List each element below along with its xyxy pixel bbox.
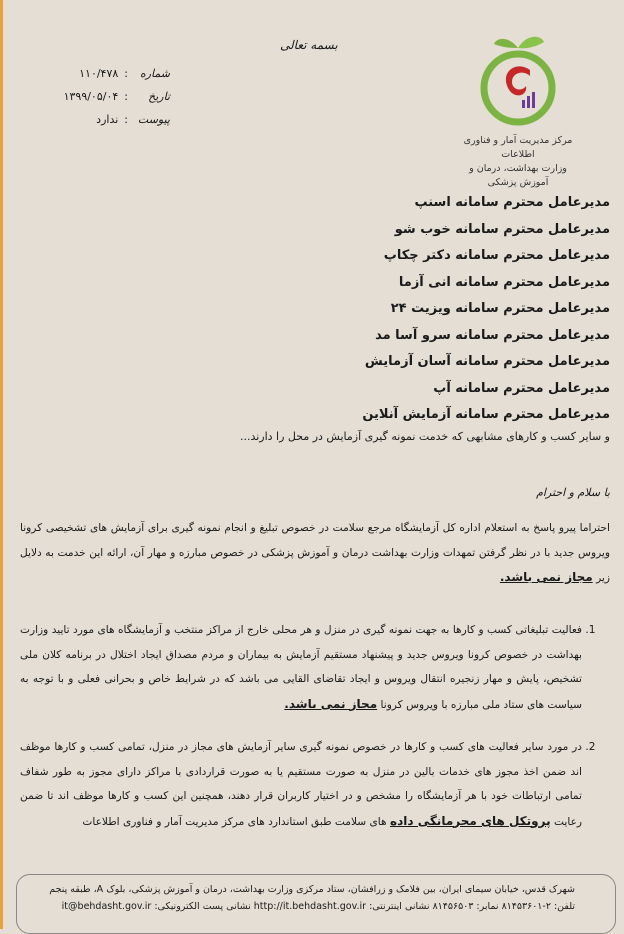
intro-paragraph <box>20 516 610 591</box>
recipient: مدیرعامل محترم سامانه انی آزما <box>398 274 610 290</box>
meta-value: ۱۱۰/۴۷۸ <box>79 67 119 80</box>
reasons-list <box>20 618 610 852</box>
recipients-list <box>362 190 610 429</box>
letter-heading: بسمه تعالی <box>280 38 338 52</box>
ministry-logo <box>458 30 578 190</box>
meta-value: ندارد <box>96 113 119 126</box>
logo-icon <box>478 30 558 130</box>
meta-label: پیوست <box>137 113 170 126</box>
meta-date: تاریخ : ۱۳۹۹/۰۵/۰۴ <box>63 90 170 103</box>
meta-number: شماره : ۱۱۰/۴۷۸ <box>79 67 170 80</box>
greeting: با سلام و احترام <box>536 486 610 499</box>
other-recipients: و سایر کسب و کارهای مشابهی که خدمت نمونه گیری آزمایش در محل را دارند... <box>239 430 610 443</box>
meta-value: ۱۳۹۹/۰۵/۰۴ <box>63 90 119 103</box>
page-edge <box>0 0 3 929</box>
meta-label: شماره <box>139 67 170 80</box>
logo-line-1: مرکز مدیریت آمار و فناوری اطلاعات <box>463 135 573 160</box>
reason-1-emphasis: مجاز نمی باشد. <box>284 696 378 711</box>
recipient: مدیرعامل محترم سامانه خوب شو <box>394 221 610 237</box>
footer-email-label: نشانی پست الکترونیکی: <box>154 901 251 912</box>
reason-1-text: فعالیت تبلیغاتی کسب و کارها به جهت نمونه گیری در منزل و هر محلی خارج از مراکز منتخب و آزمایشگاه های مورد تایید وزارت بهداشت در خصوص کرونا ویروس جدید و پیشنهاد مستقیم آزمایش به بیماران و مردم مصداق ایجاد اختلال در برنامه کلان ملی تشخیص، پایش و مهار زنجیره انتقال ویروس و ایجاد تقاضای القایی می باشد که در شرایط خاص و بحرانی فعلی و با توجه به سیاست های ستاد ملی مبارزه با ویروس کرونا <box>20 624 582 711</box>
recipient: مدیرعامل محترم سامانه دکتر چکاپ <box>383 248 610 263</box>
footer-address: شهرک قدس، خیابان سیمای ایران، بین فلامک و زرافشان، ستاد مرکزی وزارت بهداشت، درمان و آموزش پزشکی، بلوک A، طبقه پنجم <box>49 884 575 895</box>
meta-label: تاریخ <box>148 90 170 103</box>
reason-2-tail: های سلامت طبق استاندارد های مرکز مدیریت آمار و فناوری اطلاعات <box>82 815 387 828</box>
footer-address-box <box>16 874 616 934</box>
recipient: مدیرعامل محترم سامانه آزمایش آنلاین <box>362 407 610 422</box>
footer-email-link[interactable]: it@behdasht.gov.ir <box>61 901 152 912</box>
intro-text: احتراما پیرو پاسخ به استعلام اداره کل آزمایشگاه مرجع سلامت در خصوص تبلیغ و انجام نمونه گیری برای آزمایش های تشخیصی کرونا ویروس جدید با در نظر گرفتن تمهدات وزارت بهداشت درمان و آموزش پزشکی در خصوص مبارزه و مهار آن، ارائه این خدمت به دلایل زیر <box>20 522 610 584</box>
footer-contact <box>17 898 575 915</box>
footer-website-link[interactable]: http://it.behdasht.gov.ir <box>253 901 367 912</box>
reason-2 <box>20 735 582 834</box>
recipient: مدیرعامل محترم سامانه اسنپ <box>414 195 610 210</box>
recipient: مدیرعامل محترم سامانه ویزیت ۲۴ <box>390 301 610 316</box>
footer-phone: تلفن: ۲-۸۱۴۵۳۶۰۱ نمابر: ۸۱۴۵۶۵۰۳ نشانی اینترنتی: <box>369 901 575 912</box>
meta-attachment: پیوست : ندارد <box>96 113 170 126</box>
recipient: مدیرعامل محترم سامانه آپ <box>433 380 610 396</box>
recipient: مدیرعامل محترم سامانه آسان آزمایش <box>364 354 610 369</box>
reason-2-text: در مورد سایر فعالیت های کسب و کارها در خصوص نمونه گیری سایر آزمایش های مجاز در منزل، تمامی کسب و کارها موظف اند ضمن اخذ مجوز های خدمات بالین در منزل به صورت مستقیم یا به صورت قراردادی با مراکز دارای مجوز به طور شفاف تمامی ارتباطات خود با هر آزمایشگاه را مشخص و در اختیار کاربران قرار دهند، همچنین این کسب و کارها موظف اند تا ضمن رعایت <box>20 741 582 828</box>
logo-line-2: وزارت بهداشت، درمان و آموزش پزشکی <box>469 163 567 188</box>
reason-2-emphasis: پروتکل های محرمانگی داده <box>390 813 551 828</box>
intro-emphasis: مجاز نمی باشد. <box>499 570 593 584</box>
letter-meta <box>50 62 170 131</box>
reason-1 <box>20 618 582 717</box>
recipient: مدیرعامل محترم سامانه سرو آسا مد <box>375 327 610 343</box>
